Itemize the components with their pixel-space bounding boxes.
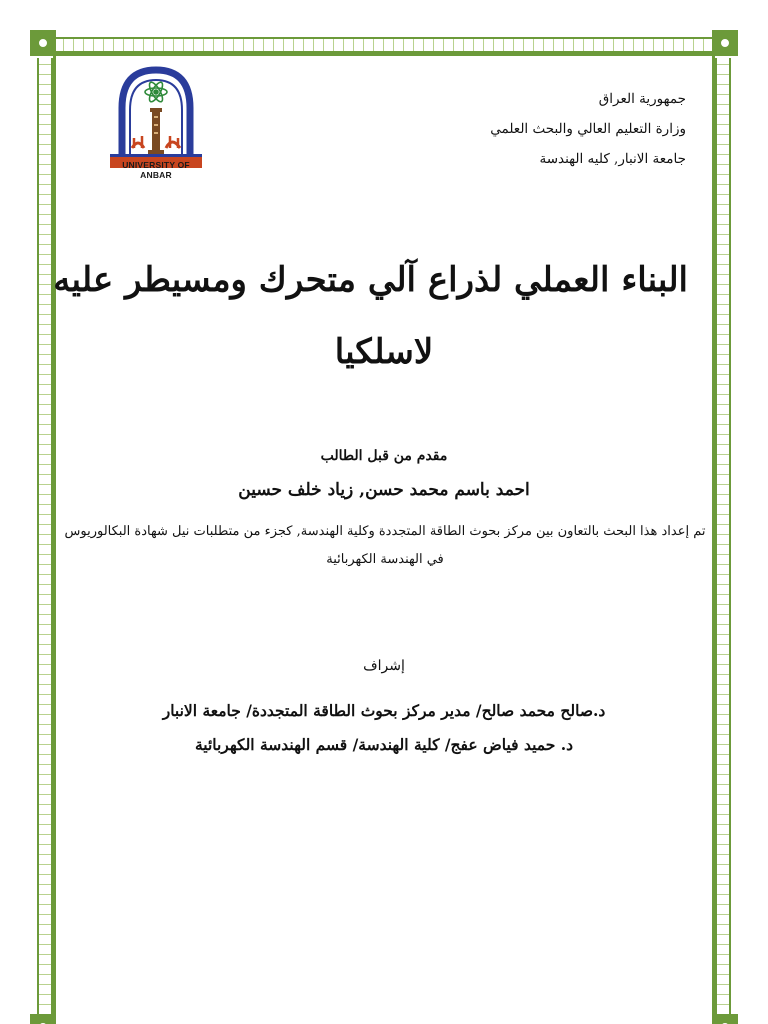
supervision-label: إشراف <box>363 658 405 674</box>
country-line: جمهورية العراق <box>598 91 686 107</box>
student-names: احمد باسم محمد حسن, زياد خلف حسين <box>238 480 530 500</box>
corner-ornament-icon <box>712 1014 738 1024</box>
supervisor-2: د. حميد فياض عفج/ كلية الهندسة/ قسم الهندسة الكهربائية <box>194 735 574 754</box>
presenter-label: مقدم من قبل الطالب <box>320 448 448 464</box>
logo-caption: UNIVERSITY OF ANBAR <box>122 160 190 180</box>
border-inner-left <box>53 53 56 1024</box>
border-inner-top <box>53 53 715 56</box>
border-left <box>37 58 53 1024</box>
thesis-title <box>53 244 688 388</box>
corner-ornament-icon <box>712 30 738 56</box>
supervisor-1: د.صالح محمد صالح/ مدير مركز بحوث الطاقة المتجددة/ جامعة الانبار <box>162 701 606 720</box>
description-line-2: في الهندسة الكهربائية <box>326 552 444 567</box>
border-inner-right <box>712 53 715 1024</box>
college-line: جامعة الانبار, كليه الهندسة <box>539 151 686 167</box>
corner-ornament-icon <box>30 1014 56 1024</box>
ministry-line: وزارة التعليم العالي والبحث العلمي <box>490 121 686 137</box>
title-line-2: لاسلكيا <box>334 332 434 372</box>
border-right <box>715 58 731 1024</box>
corner-ornament-icon <box>30 30 56 56</box>
description-line-1: تم إعداد هذا البحث بالتعاون بين مركز بحوث الطاقة المتجددة وكلية الهندسة, كجزء من متطلبات نيل شهادة البكالوريوس <box>64 524 706 539</box>
title-line-1: البناء العملي لذراع آلي متحرك ومسيطر عليه <box>53 260 688 300</box>
border-top <box>44 37 724 53</box>
project-description <box>64 518 706 574</box>
supervisors <box>80 694 688 762</box>
institution-header <box>366 84 686 174</box>
